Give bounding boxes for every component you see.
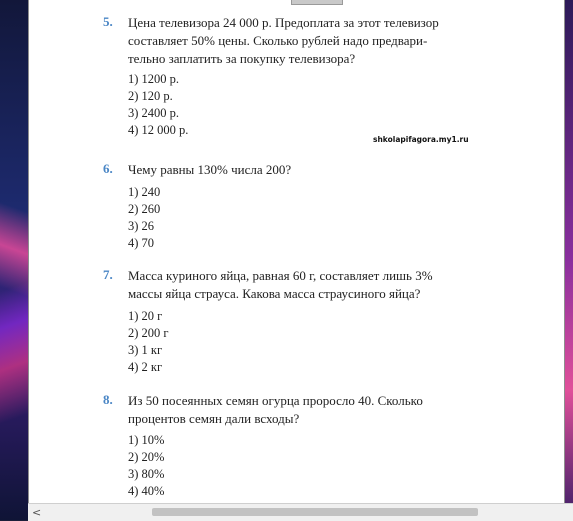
answer-option: 2) 120 р. xyxy=(128,89,173,103)
answer-option: 2) 260 xyxy=(128,202,161,216)
answer-option: 4) 12 000 р. xyxy=(128,123,189,137)
answer-option: 4) 70 xyxy=(128,236,155,250)
question-number: 6. xyxy=(103,161,113,176)
question-text xyxy=(128,14,488,68)
answer-option: 1) 20 г xyxy=(128,309,163,323)
answer-option: 1) 1200 р. xyxy=(128,72,180,86)
question-line: массы яйца страуса. Какова масса страусиного яйца? xyxy=(128,286,421,301)
question-number: 5. xyxy=(103,14,113,29)
scroll-left-arrow-icon[interactable]: < xyxy=(32,506,42,519)
question-line: составляет 50% цены. Сколько рублей надо предвари- xyxy=(128,33,428,48)
question-text xyxy=(128,267,488,303)
question-line: процентов семян дали всходы? xyxy=(128,411,300,426)
answer-list xyxy=(128,71,188,139)
page-top-tab xyxy=(291,0,343,5)
document-page xyxy=(28,0,565,503)
answer-option: 3) 2400 р. xyxy=(128,106,180,120)
question-line: Масса куриного яйца, равная 60 г, составляет лишь 3% xyxy=(128,268,433,283)
question-text xyxy=(128,392,488,428)
answer-list xyxy=(128,432,164,500)
scrollbar-thumb[interactable] xyxy=(152,508,478,516)
answer-option: 2) 200 г xyxy=(128,326,169,340)
answer-option: 3) 80% xyxy=(128,467,165,481)
question-line: Чему равны 130% числа 200? xyxy=(128,162,292,177)
question-line: тельно заплатить за покупку телевизора? xyxy=(128,51,356,66)
question-number: 8. xyxy=(103,392,113,407)
horizontal-scrollbar[interactable] xyxy=(28,503,573,521)
question-text xyxy=(128,161,488,179)
answer-option: 4) 2 кг xyxy=(128,360,163,374)
answer-option: 2) 20% xyxy=(128,450,165,464)
answer-option: 1) 240 xyxy=(128,185,161,199)
answer-list xyxy=(128,308,169,376)
answer-option: 3) 1 кг xyxy=(128,343,163,357)
answer-option: 3) 26 xyxy=(128,219,155,233)
watermark: shkolapifagora.my1.ru xyxy=(373,135,469,144)
answer-list xyxy=(128,184,160,252)
answer-option: 1) 10% xyxy=(128,433,165,447)
question-line: Цена телевизора 24 000 р. Предоплата за этот телевизор xyxy=(128,15,439,30)
answer-option: 4) 40% xyxy=(128,484,165,498)
desktop-wallpaper-left xyxy=(0,0,28,520)
question-number: 7. xyxy=(103,267,113,282)
question-line: Из 50 посеянных семян огурца проросло 40. Сколько xyxy=(128,393,423,408)
